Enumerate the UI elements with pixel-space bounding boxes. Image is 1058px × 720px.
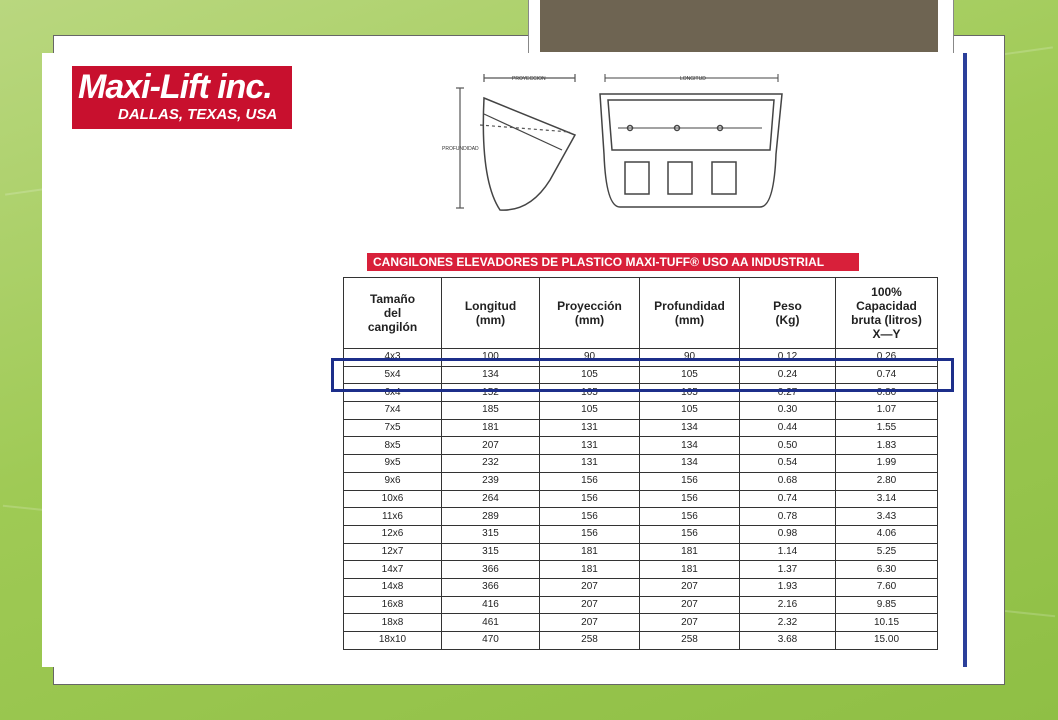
table-row — [344, 402, 938, 420]
table-cell: 100 — [442, 349, 540, 367]
table-cell: 1.37 — [740, 561, 836, 579]
table-cell: 181 — [540, 543, 640, 561]
table-row — [344, 419, 938, 437]
table-cell: 181 — [640, 543, 740, 561]
bucket-spec-table — [343, 277, 938, 650]
label-proyeccion: PROYECCION — [512, 76, 546, 82]
table-header-cell — [344, 278, 442, 349]
table-cell: 289 — [442, 508, 540, 526]
table-cell: 131 — [540, 437, 640, 455]
header-text: cangilón — [367, 320, 418, 334]
table-cell: 0.68 — [740, 472, 836, 490]
table-cell: 105 — [640, 402, 740, 420]
table-cell: 156 — [540, 508, 640, 526]
table-cell: 0.24 — [740, 366, 836, 384]
table-row — [344, 508, 938, 526]
header-text: Tamaño — [369, 292, 416, 306]
table-cell: 2.16 — [740, 596, 836, 614]
table-header-cell — [740, 278, 836, 349]
table-cell: 0.26 — [836, 349, 938, 367]
header-text: (mm) — [574, 313, 605, 327]
table-row — [344, 614, 938, 632]
maxi-lift-logo — [72, 66, 292, 129]
table-row — [344, 437, 938, 455]
table-row — [344, 525, 938, 543]
table-cell: 10.15 — [836, 614, 938, 632]
table-header-cell — [640, 278, 740, 349]
table-cell: 0.12 — [740, 349, 836, 367]
table-row — [344, 596, 938, 614]
table-cell: 7.60 — [836, 578, 938, 596]
table-cell: 6x4 — [344, 384, 442, 402]
table-cell: 90 — [540, 349, 640, 367]
table-row — [344, 543, 938, 561]
table-cell: 0.98 — [740, 525, 836, 543]
header-text: Proyección — [557, 299, 622, 313]
table-cell: 16x8 — [344, 596, 442, 614]
table-cell: 10x6 — [344, 490, 442, 508]
header-text: (mm) — [674, 313, 705, 327]
table-cell: 416 — [442, 596, 540, 614]
table-cell: 207 — [640, 614, 740, 632]
table-cell: 134 — [640, 437, 740, 455]
table-cell: 0.54 — [740, 455, 836, 473]
table-cell: 2.80 — [836, 472, 938, 490]
table-header-cell — [836, 278, 938, 349]
table-cell: 14x8 — [344, 578, 442, 596]
table-row — [344, 455, 938, 473]
table-cell: 258 — [640, 632, 740, 650]
table-cell: 232 — [442, 455, 540, 473]
table-cell: 181 — [640, 561, 740, 579]
table-cell: 18x10 — [344, 632, 442, 650]
table-cell: 156 — [540, 525, 640, 543]
table-cell: 15.00 — [836, 632, 938, 650]
table-row — [344, 490, 938, 508]
table-cell: 5.25 — [836, 543, 938, 561]
table-cell: 3.14 — [836, 490, 938, 508]
table-cell: 134 — [640, 419, 740, 437]
table-cell: 90 — [640, 349, 740, 367]
table-cell: 7x4 — [344, 402, 442, 420]
table-cell: 156 — [640, 490, 740, 508]
table-title: CANGILONES ELEVADORES DE PLASTICO MAXI-TUFF® USO AA INDUSTRIAL — [367, 253, 859, 271]
table-cell: 264 — [442, 490, 540, 508]
table-cell: 105 — [540, 366, 640, 384]
table-cell: 207 — [640, 578, 740, 596]
table-cell: 156 — [640, 525, 740, 543]
table-cell: 0.50 — [740, 437, 836, 455]
header-text: (Kg) — [775, 313, 800, 327]
table-cell: 156 — [640, 472, 740, 490]
header-text: Longitud — [464, 299, 517, 313]
table-cell: 461 — [442, 614, 540, 632]
table-cell: 207 — [442, 437, 540, 455]
header-text: Peso — [773, 299, 802, 313]
header-text: bruta (litros) — [851, 313, 922, 327]
table-cell: 3.43 — [836, 508, 938, 526]
table-cell: 207 — [640, 596, 740, 614]
table-cell: 131 — [540, 455, 640, 473]
header-text: del — [383, 306, 402, 320]
table-cell: 181 — [442, 419, 540, 437]
table-cell: 207 — [540, 596, 640, 614]
table-cell: 366 — [442, 578, 540, 596]
table-cell: 239 — [442, 472, 540, 490]
table-cell: 12x6 — [344, 525, 442, 543]
label-longitud: LONGITUD — [680, 76, 706, 82]
header-text: X—Y — [872, 327, 901, 341]
table-cell: 0.78 — [740, 508, 836, 526]
table-cell: 0.74 — [740, 490, 836, 508]
table-cell: 5x4 — [344, 366, 442, 384]
table-cell: 9x6 — [344, 472, 442, 490]
table-cell: 1.07 — [836, 402, 938, 420]
table-cell: 3.68 — [740, 632, 836, 650]
label-profundidad: PROFUNDIDAD — [442, 146, 479, 152]
table-cell: 207 — [540, 614, 640, 632]
table-cell: 315 — [442, 543, 540, 561]
highlight-box — [331, 358, 954, 392]
header-text: (mm) — [475, 313, 506, 327]
table-cell: 131 — [540, 419, 640, 437]
table-cell: 156 — [640, 508, 740, 526]
table-cell: 9.85 — [836, 596, 938, 614]
table-cell: 207 — [540, 578, 640, 596]
table-cell: 258 — [540, 632, 640, 650]
table-cell: 105 — [640, 384, 740, 402]
logo-sub-text: DALLAS, TEXAS, USA — [118, 106, 278, 123]
table-cell: 2.32 — [740, 614, 836, 632]
table-header-row — [344, 278, 938, 349]
table-cell: 4x3 — [344, 349, 442, 367]
table-row — [344, 472, 938, 490]
table-cell: 4.06 — [836, 525, 938, 543]
header-text: Capacidad — [856, 299, 917, 313]
table-row — [344, 632, 938, 650]
table-cell: 105 — [640, 366, 740, 384]
table-cell: 105 — [540, 384, 640, 402]
table-header-cell — [442, 278, 540, 349]
logo-main-text: Maxi-Lift inc. — [78, 68, 272, 106]
table-cell: 9x5 — [344, 455, 442, 473]
table-cell: 0.44 — [740, 419, 836, 437]
slide-header-accent — [540, 0, 938, 52]
table-cell: 18x8 — [344, 614, 442, 632]
table-cell: 12x7 — [344, 543, 442, 561]
table-cell: 0.80 — [836, 384, 938, 402]
table-cell: 11x6 — [344, 508, 442, 526]
table-cell: 152 — [442, 384, 540, 402]
table-cell: 156 — [540, 472, 640, 490]
table-cell: 105 — [540, 402, 640, 420]
table-cell: 0.74 — [836, 366, 938, 384]
table-cell: 134 — [442, 366, 540, 384]
table-cell: 181 — [540, 561, 640, 579]
table-cell: 0.30 — [740, 402, 836, 420]
table-cell: 7x5 — [344, 419, 442, 437]
bucket-drawing — [440, 70, 790, 220]
table-cell: 1.83 — [836, 437, 938, 455]
table-cell: 0.27 — [740, 384, 836, 402]
table-row — [344, 578, 938, 596]
table-cell: 185 — [442, 402, 540, 420]
table-cell: 1.14 — [740, 543, 836, 561]
table-cell: 1.55 — [836, 419, 938, 437]
table-cell: 1.99 — [836, 455, 938, 473]
header-text: Profundidad — [654, 299, 725, 313]
table-cell: 156 — [540, 490, 640, 508]
table-cell: 8x5 — [344, 437, 442, 455]
table-row — [344, 561, 938, 579]
table-cell: 134 — [640, 455, 740, 473]
table-cell: 470 — [442, 632, 540, 650]
table-cell: 366 — [442, 561, 540, 579]
header-text: 100% — [871, 285, 902, 299]
table-cell: 315 — [442, 525, 540, 543]
table-cell: 1.93 — [740, 578, 836, 596]
table-cell: 6.30 — [836, 561, 938, 579]
document-edge — [963, 53, 967, 667]
table-header-cell — [540, 278, 640, 349]
table-cell: 14x7 — [344, 561, 442, 579]
